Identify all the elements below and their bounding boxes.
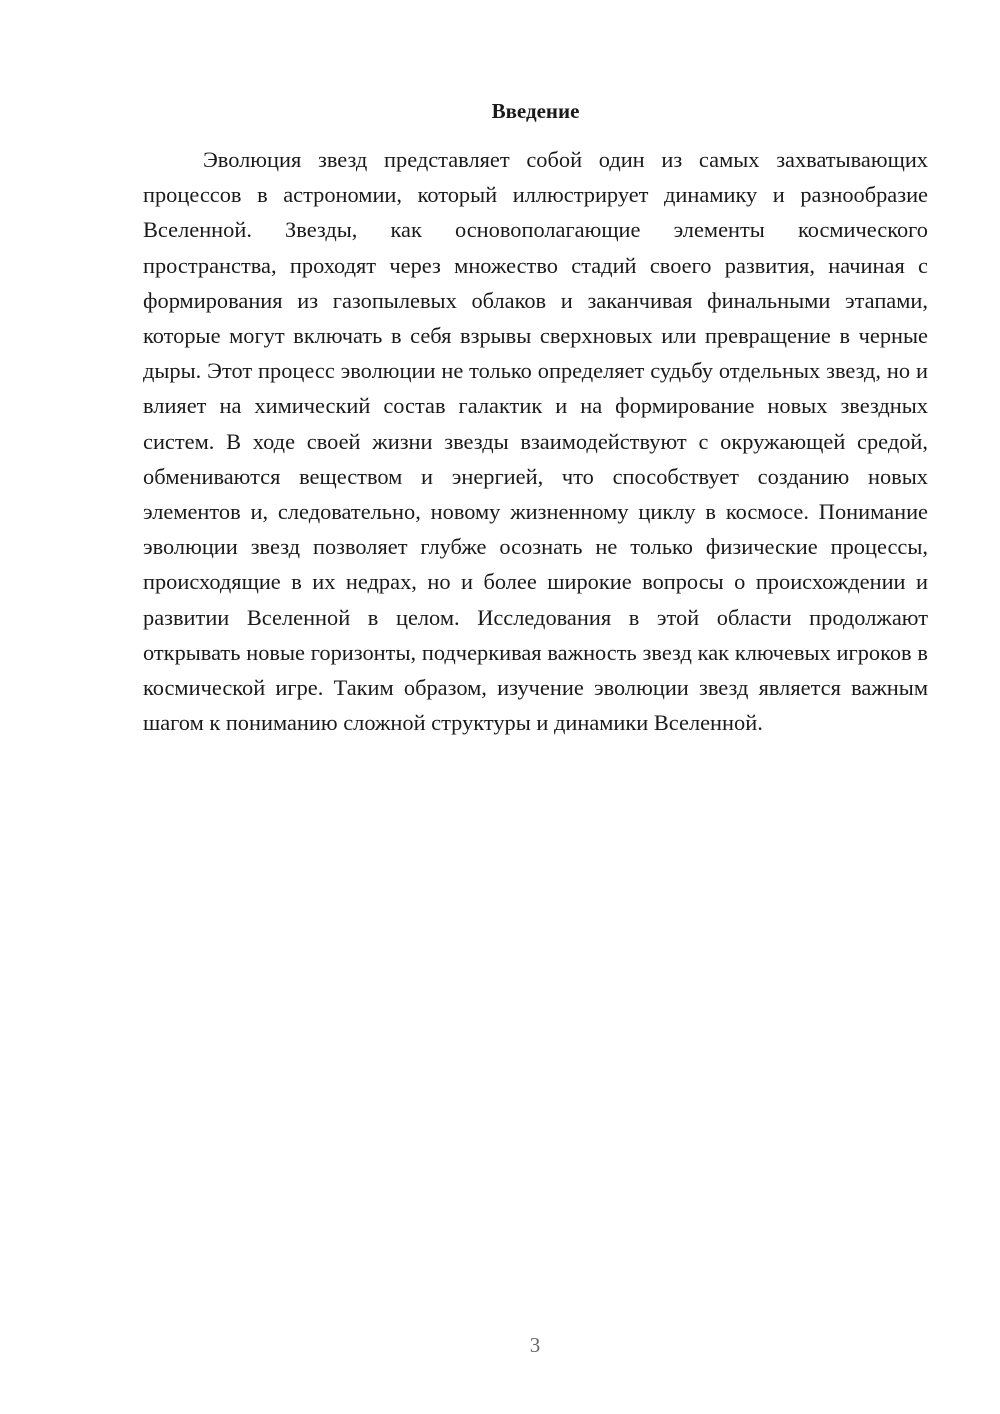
body-paragraph: Эволюция звезд представляет собой один из самых захватывающих процессов в астрономии, который иллюстрирует динамику и разнообразие Вселенной. Звезды, как основополагающие элементы космического пространства, проходят через множество стадий своего развития, начиная с формирования из газопылевых облаков и заканчивая финальными этапами, которые могут включать в себя взрывы сверхновых или превращение в черные дыры. Этот процесс эволюции не только определяет судьбу отдельных звезд, но и влияет на химический состав галактик и на формирование новых звездных систем. В ходе своей жизни звезды взаимодействуют с окружающей средой, обмениваются веществом и энергией, что способствует созданию новых элементов и, следовательно, новому жизненному циклу в космосе. Понимание эволюции звезд позволяет глубже осознать не только физические процессы, происходящие в их недрах, но и более широкие вопросы о происхождении и развитии Вселенной в целом. Исследования в этой области продолжают открывать новые горизонты, подчеркивая важность звезд как ключевых игроков в космической игре. Таким образом, изучение эволюции звезд является важным шагом к пониманию сложной структуры и динамики Вселенной. [143, 147, 928, 736]
page-number: 3 [529, 1333, 541, 1357]
section-heading: Введение [491, 99, 580, 123]
